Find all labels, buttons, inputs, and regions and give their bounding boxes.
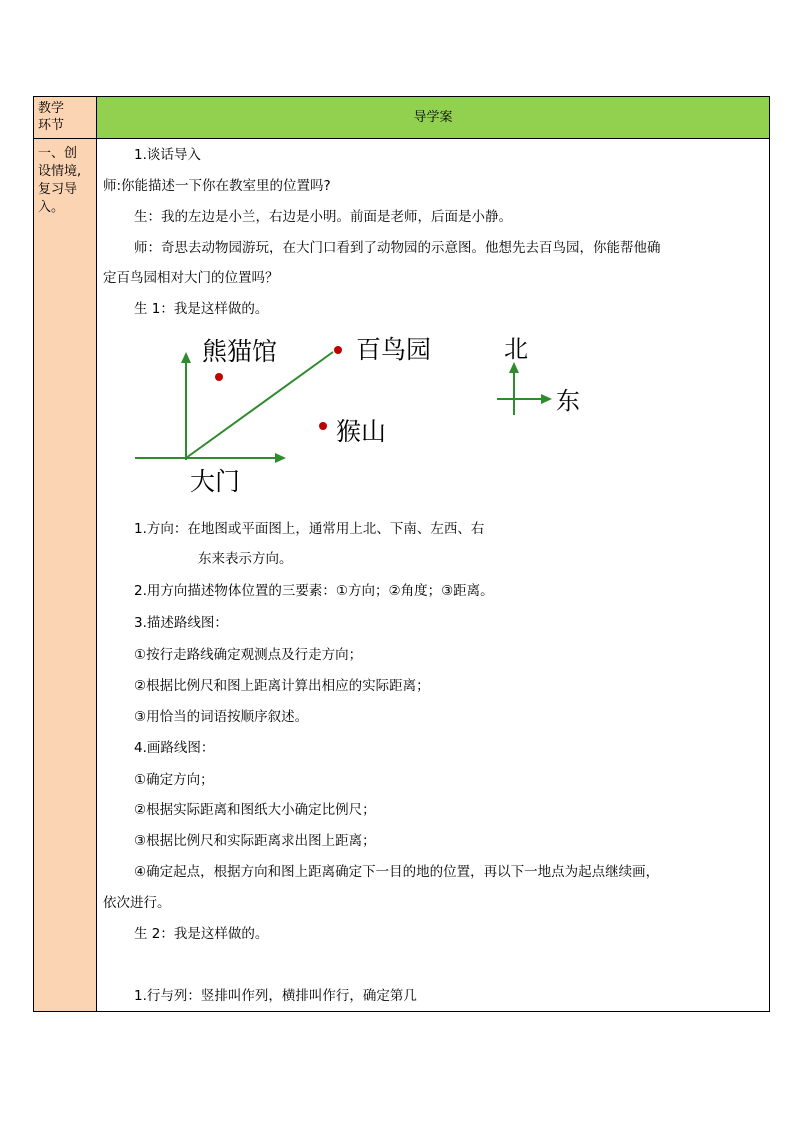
text-line: 2.用方向描述物体位置的三要素：①方向；②角度；③距离。 [134, 583, 494, 599]
east-label: 东 [556, 387, 580, 415]
monkey-point [319, 422, 327, 430]
text-line: 依次进行。 [103, 895, 171, 911]
text-line: 生 2：我是这样做的。 [134, 926, 269, 942]
bird-label: 百鸟园 [356, 335, 432, 364]
text-line: ①确定方向； [134, 772, 214, 788]
text-line: 1.方向：在地图或平面图上，通常用上北、下南、左西、右 [134, 521, 485, 537]
text-line: 生：我的左边是小兰，右边是小明。前面是老师，后面是小静。 [134, 209, 512, 225]
header-stage-label-2: 环节 [38, 118, 65, 133]
text-line: ③根据比例尺和实际距离求出图上距离； [134, 833, 376, 849]
text-line: 1.谈话导入 [134, 147, 201, 163]
text-line: 东来表示方向。 [198, 551, 293, 567]
gate-label: 大门 [190, 467, 241, 496]
text-line: 师：奇思去动物园游玩，在大门口看到了动物园的示意图。他想先去百鸟园，你能帮他确 [134, 240, 661, 256]
zoo-map-diagram [100, 232, 600, 512]
gate-to-bird-line [186, 352, 333, 458]
bird-point [334, 346, 342, 354]
text-line: ③用恰当的词语按顺序叙述。 [134, 709, 309, 725]
compass-north-arrow [509, 362, 519, 373]
section-label-3: 复习导 [38, 182, 78, 197]
x-axis-arrow [275, 453, 286, 463]
panda-point [215, 373, 223, 381]
text-line: 师:你能描述一下你在教室里的位置吗? [103, 178, 331, 194]
zoo-map-axes [135, 352, 333, 463]
text-line: 1.行与列：竖排叫作列，横排叫作行，确定第几 [134, 988, 417, 1004]
section-label-1: 一、创 [38, 146, 78, 161]
header-plan-label: 导学案 [413, 110, 453, 125]
section-label-2: 设情境, [38, 164, 82, 179]
monkey-label: 猴山 [336, 417, 387, 446]
y-axis-arrow [181, 352, 191, 363]
text-line: 生 1：我是这样做的。 [134, 301, 269, 317]
section-label-4: 入。 [38, 200, 65, 215]
text-line: 4.画路线图： [134, 740, 215, 756]
text-line: 定百鸟园相对大门的位置吗？ [103, 270, 279, 286]
text-line: ④确定起点，根据方向和图上距离确定下一目的地的位置，再以下一地点为起点继续画， [134, 864, 660, 880]
text-line: ①按行走路线确定观测点及行走方向； [134, 647, 363, 663]
text-line: ②根据比例尺和图上距离计算出相应的实际距离； [134, 678, 430, 694]
text-line: 3.描述路线图： [134, 615, 228, 631]
header-stage-cell [34, 97, 97, 139]
north-label: 北 [504, 335, 528, 363]
compass-east-arrow [541, 394, 552, 404]
panda-label: 熊猫馆 [202, 337, 278, 366]
header-stage-label-1: 教学 [38, 101, 65, 116]
text-line: ②根据实际距离和图纸大小确定比例尺； [134, 802, 376, 818]
section-label-cell [34, 139, 97, 1011]
header-plan-cell [97, 97, 769, 139]
